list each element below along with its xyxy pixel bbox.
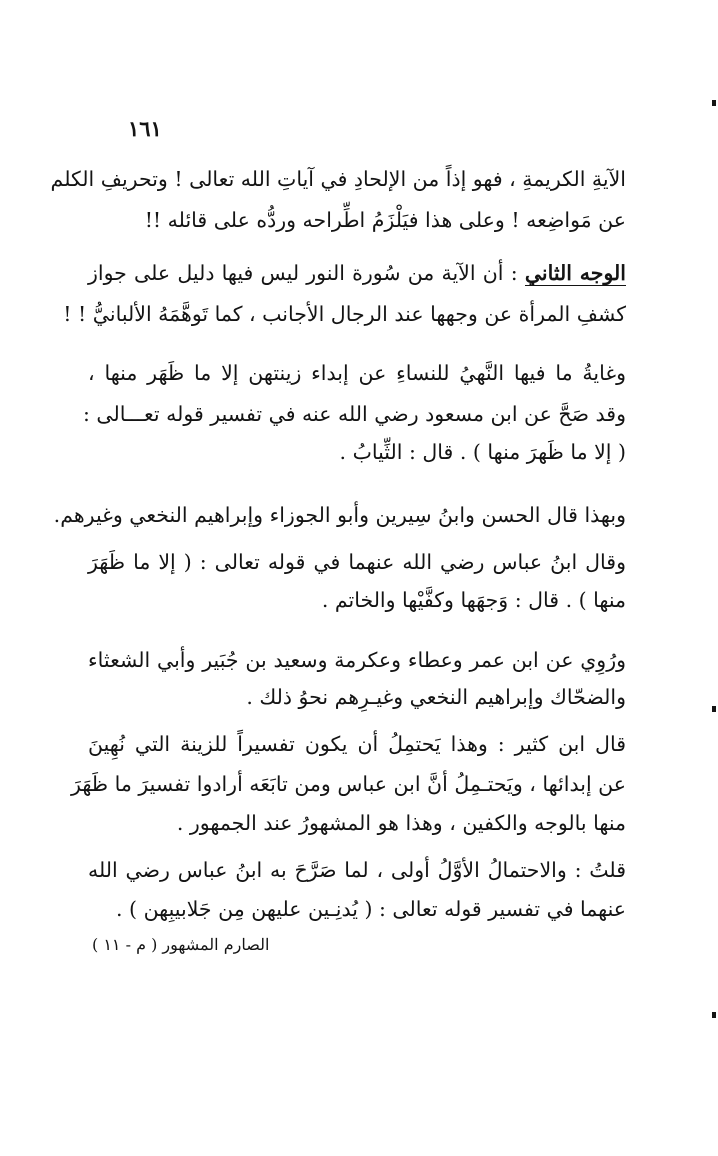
text-line: قلتُ : والاحتمالُ الأوَّلُ أولى ، لما صَرَّحَ به ابنُ عباس رضي الله [88, 858, 626, 882]
page-footer: الصارم المشهور ( م - ١١ ) [92, 935, 270, 954]
text-line [88, 256, 626, 290]
section-label: الوجه الثاني [524, 261, 626, 285]
page-number: ١٦١ [128, 116, 162, 141]
margin-dot [712, 100, 716, 106]
text-line: والضحّاك وإبراهيم النخعي وغيـرِهم نحوُ ذلك . [246, 685, 626, 709]
text-line: ( إلا ما ظَهرَ منها ) . قال : الثِّيابُ . [339, 440, 626, 464]
text-line: عنهما في تفسير قوله تعالى : ( يُدنِـين عليهن مِن جَلابيبِهن ) . [116, 897, 626, 921]
text-line: وقد صَحَّ عن ابن مسعود رضي الله عنه في تفسير قوله تعـــالى : [82, 402, 626, 426]
text-line: منها ) . قال : وَجهَها وكفَّيْها والخاتم . [321, 588, 626, 612]
margin-dot [712, 706, 716, 712]
text-line: وبهذا قال الحسن وابنُ سِيرين وأبو الجوزاء وإبراهيم النخعي وغيرهم. [53, 503, 626, 527]
text-line: الآيةِ الكريمةِ ، فهو إذاً من الإلحادِ في آياتِ الله تعالى ! وتحريفِ الكلم [50, 167, 626, 191]
text-line: كشفِ المرأة عن وجهها عند الرجال الأجانب ، كما تَوهَّمَهُ الألبانيُّ ! ! [63, 302, 626, 326]
text-line: ورُوِي عن ابن عمر وعطاء وعكرمة وسعيد بن جُبَير وأبي الشعثاء [88, 648, 626, 672]
margin-dot [712, 1012, 716, 1018]
text-line: عن إبدائها ، ويَحتـمِلُ أنَّ ابن عباس ومن تابَعَه أرادوا تفسيرَ ما ظَهَرَ [71, 772, 626, 796]
text-line: قال ابن كثير : وهذا يَحتمِلُ أن يكون تفسيراً للزينة التي نُهِينَ [88, 732, 626, 756]
text-line: منها بالوجه والكفين ، وهذا هو المشهورُ عند الجمهور . [176, 811, 626, 835]
text-line: عن مَواضِعه ! وعلى هذا فيَلْزَمُ اطِّراحه وردُّه على قائله !! [144, 208, 626, 232]
text-segment: : أن الآية من سُورة النور ليس فيها دليل على جواز [88, 261, 518, 285]
text-line: وقال ابنُ عباس رضي الله عنهما في قوله تعالى : ( إلا ما ظَهَرَ [88, 550, 626, 574]
text-line: وغايةُ ما فيها النَّهيُ للنساءِ عن إبداء زينتهن إلا ما ظَهَر منها ، [88, 361, 626, 385]
